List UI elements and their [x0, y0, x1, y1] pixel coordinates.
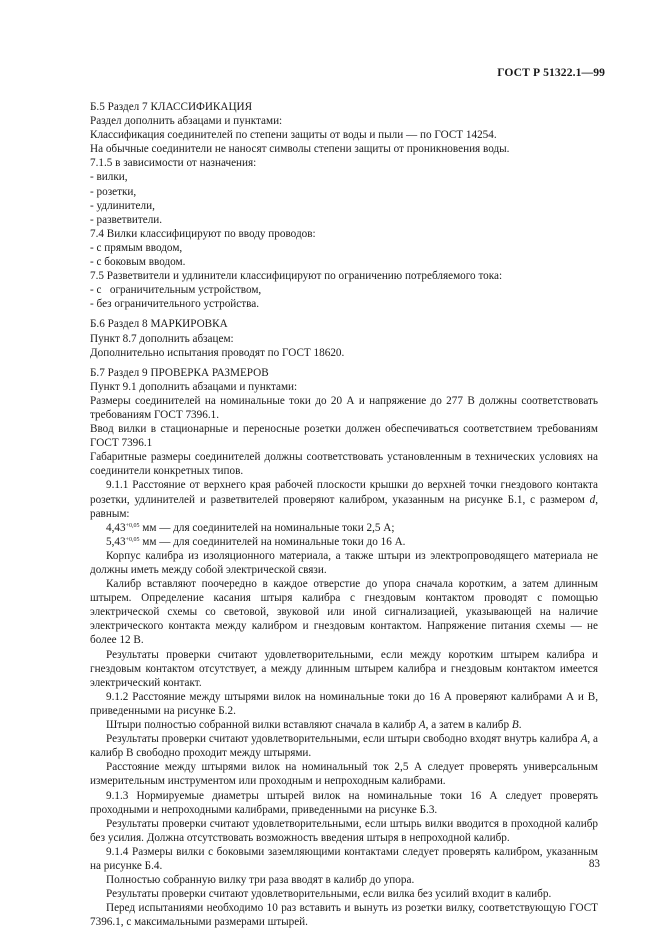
- paragraph: Пункт 8.7 дополнить абзацем:: [90, 332, 234, 345]
- paragraph: [90, 732, 598, 760]
- page-content: [90, 100, 598, 929]
- list-item: - с ограничительным устройством,: [90, 284, 262, 297]
- variable: А: [418, 719, 426, 732]
- paragraph: Размеры соединителей на номинальные токи до 20 А и напряжение до 277 В должны соответствовать требованиям ГОСТ 7396.1.: [90, 394, 598, 421]
- list-item: - разветвители.: [90, 213, 163, 226]
- tolerance: +0,05: [125, 522, 140, 529]
- text: Результаты проверки считают удовлетворительными, если штыри свободно входят внутрь калибра: [106, 733, 581, 746]
- paragraph: [90, 718, 598, 732]
- paragraph: 7.1.5 в зависимости от назначения:: [90, 157, 257, 170]
- document-code: ГОСТ Р 51322.1—99: [497, 66, 605, 79]
- paragraph: Классификация соединителей по степени защиты от воды и пыли — по ГОСТ 14254.: [90, 129, 497, 142]
- section-b5-title: Б.5 Раздел 7 КЛАССИФИКАЦИЯ: [90, 101, 253, 113]
- dimension-line: [90, 521, 598, 535]
- text: , а калибр В свободно проходит между штырями.: [90, 733, 598, 760]
- paragraph: Результаты проверки считают удовлетворительными, если штырь вилки вводится в проходной калибр без усилия. Должна отсутствовать возможность введения штыря в непроходной калибр.: [90, 817, 598, 844]
- paragraph: Раздел дополнить абзацами и пунктами:: [90, 115, 283, 128]
- paragraph: Перед испытаниями необходимо 10 раз вставить и вынуть из розетки вилку, соответствующую ГОСТ 7396.1, с максимальными размерами штырей.: [90, 902, 598, 929]
- variable: В: [511, 719, 519, 732]
- paragraph: 9.1.3 Нормируемые диаметры штырей вилок на номинальные токи 16 А следует проверять проходными и непроходными калибрами, приведенными на рисунке Б.3.: [90, 789, 598, 816]
- section-b6-title: Б.6 Раздел 8 МАРКИРОВКА: [90, 318, 228, 331]
- paragraph: На обычные соединители не наносят символы степени защиты от проникновения воды.: [90, 143, 510, 156]
- list-item: - розетки,: [90, 185, 137, 198]
- list-item: - с прямым вводом,: [90, 241, 183, 254]
- list-item: - без ограничительного устройства.: [90, 298, 260, 311]
- paragraph: Расстояние между штырями вилок на номинальный ток 2,5 А следует проверять универсальным измерительным инструментом или проходным и непроходным калибрами.: [90, 761, 598, 788]
- list-item: - с боковым вводом.: [90, 256, 186, 269]
- tolerance: +0,05: [125, 536, 140, 543]
- variable: А: [580, 733, 588, 746]
- page-number: 83: [588, 858, 600, 870]
- paragraph: Ввод вилки в стационарные и переносные розетки должен обеспечиваться соответствием требованиям ГОСТ 7396.1: [90, 423, 598, 450]
- paragraph: Пункт 9.1 дополнить абзацами и пунктами:: [90, 380, 298, 393]
- dimension-line: [90, 535, 598, 549]
- section-b7-title: Б.7 Раздел 9 ПРОВЕРКА РАЗМЕРОВ: [90, 366, 269, 379]
- paragraph: Корпус калибра из изоляционного материала, а также штыри из электропроводящего материала не должны иметь между собой электрической связи.: [90, 549, 598, 576]
- paragraph: Результаты проверки считают удовлетворительными, если между коротким штырем калибра и гнездовым контактом отсутствует, а между длинным штырем калибра и гнездовым контактом имеется электрический контакт.: [90, 648, 598, 689]
- paragraph: Дополнительно испытания проводят по ГОСТ 18620.: [90, 346, 345, 359]
- text: 9.1.1 Расстояние от верхнего края рабочей плоскости крышки до верхней точки гнездового контакта розетки, удлинителей и разветвителей проверяют калибром, указанным на рисунке Б.1, с размером: [90, 479, 598, 506]
- paragraph: Калибр вставляют поочередно в каждое отверстие до упора сначала коротким, а затем длинным штырем. Определение касания штыря калибра с гнездовым контактом проводят с помощью электрической схемы со световой, звуковой или иной сигнализацией, указывающей на наличие электрического контакта между калибром и гнездовым контактом. Напряжение питания схемы — не более 12 В.: [90, 578, 598, 647]
- text: мм — для соединителей на номинальные токи 2,5 А;: [139, 521, 395, 534]
- paragraph: Результаты проверки считают удовлетворительными, если вилка без усилий входит в калибр.: [106, 888, 552, 901]
- text: мм — для соединителей на номинальные токи до 16 А.: [139, 535, 406, 548]
- text: , равным:: [90, 493, 598, 520]
- paragraph: 9.1.4 Размеры вилки с боковыми заземляющими контактами следует проверять калибром, указанным на рисунке Б.4.: [90, 845, 598, 872]
- dimension-value: 4,43: [106, 521, 126, 534]
- list-item: - удлинители,: [90, 199, 155, 212]
- dimension-value: 5,43: [106, 535, 126, 548]
- paragraph: [90, 478, 598, 520]
- text: , а затем в калибр: [425, 719, 512, 732]
- list-item: - вилки,: [90, 171, 128, 184]
- paragraph: 7.5 Разветвители и удлинители классифицируют по ограничению потребляемого тока:: [90, 270, 503, 283]
- paragraph: 7.4 Вилки классифицируют по вводу проводов:: [90, 227, 316, 240]
- text: .: [518, 719, 522, 732]
- paragraph: 9.1.2 Расстояние между штырями вилок на номинальные токи до 16 А проверяют калибрами А и В, приведенными на рисунке Б.2.: [90, 690, 598, 717]
- paragraph: Габаритные размеры соединителей должны соответствовать установленным в технических условиях на соединители конкретных типов.: [90, 451, 598, 478]
- text: Штыри полностью собранной вилки вставляют сначала в калибр: [106, 719, 419, 732]
- variable: d: [589, 493, 596, 506]
- paragraph: Полностью собранную вилку три раза вводят в калибр до упора.: [106, 874, 415, 887]
